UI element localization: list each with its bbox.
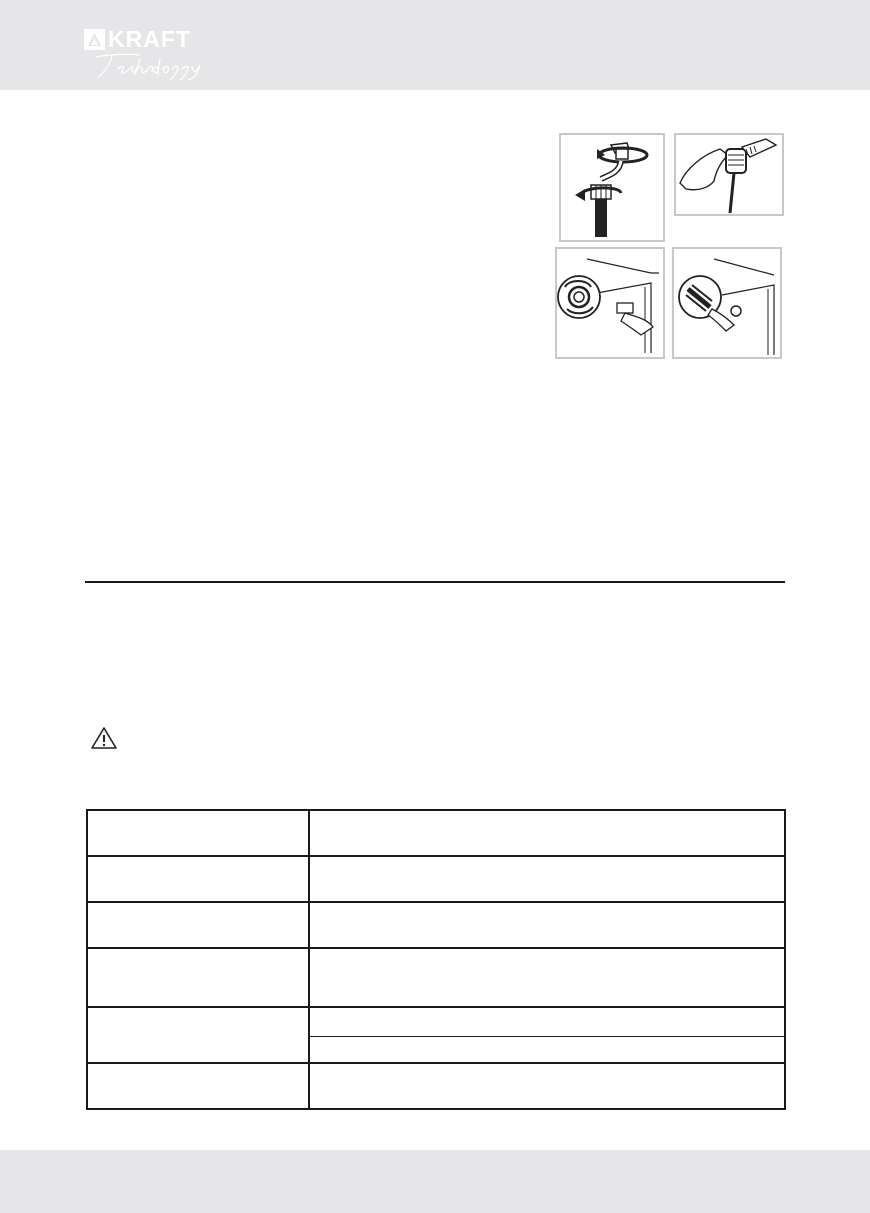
table-cell [309, 1036, 785, 1063]
table-cell [87, 948, 309, 1007]
footer-band [0, 1150, 870, 1213]
table-cell [309, 856, 785, 902]
table-row [87, 1007, 785, 1036]
logo-wordmark: KRAFT [108, 26, 191, 52]
table-cell [87, 1007, 309, 1063]
table-cell [309, 902, 785, 948]
filter-brush-illustration [674, 133, 784, 216]
kraft-technology-logo [84, 27, 244, 82]
table-cell [87, 902, 309, 948]
section-divider [85, 581, 785, 583]
table-cell [309, 1007, 785, 1036]
logo-script [88, 51, 238, 81]
table-cell [309, 810, 785, 856]
table-cell [309, 1063, 785, 1109]
inlet-valve-unscrew-illustration [555, 247, 665, 359]
specification-table [86, 809, 786, 1110]
table-row [87, 810, 785, 856]
table-row [87, 902, 785, 948]
inlet-filter-pliers-illustration [672, 247, 782, 359]
warning-triangle-icon [90, 726, 118, 750]
table-row [87, 1063, 785, 1109]
table-cell [87, 1063, 309, 1109]
table-cell [87, 810, 309, 856]
hose-unscrew-illustration [559, 133, 665, 242]
table-cell [87, 856, 309, 902]
table-row [87, 948, 785, 1007]
table-row [87, 856, 785, 902]
logo-triangle-icon [84, 29, 105, 50]
table-cell [309, 948, 785, 1007]
